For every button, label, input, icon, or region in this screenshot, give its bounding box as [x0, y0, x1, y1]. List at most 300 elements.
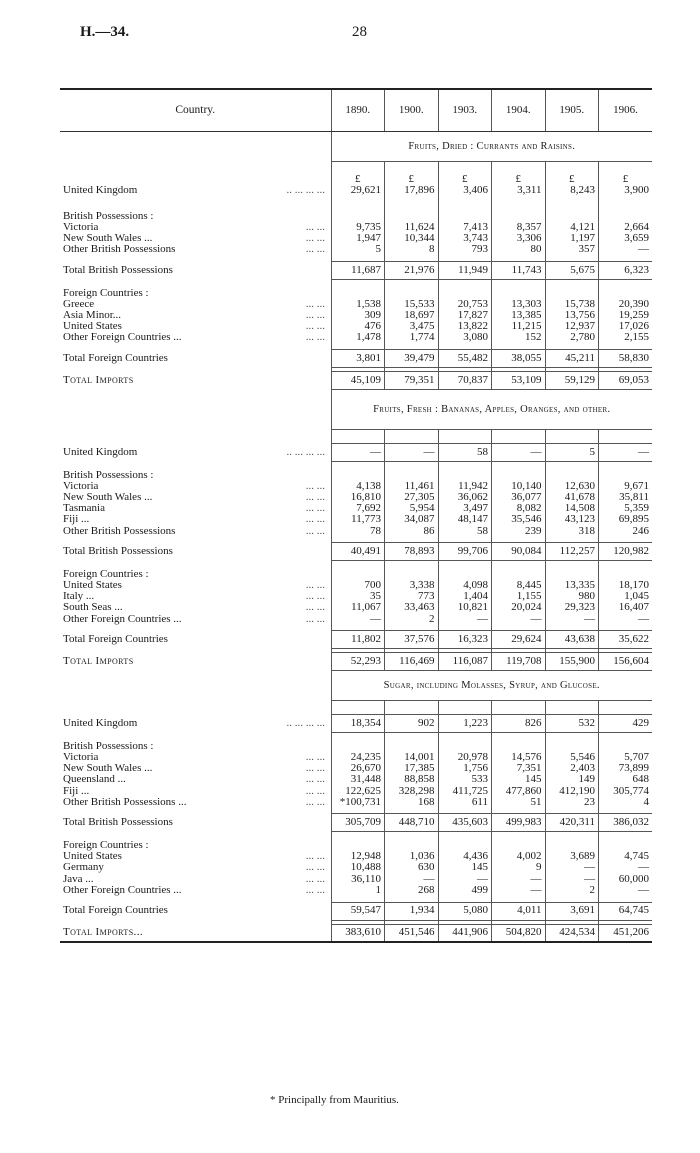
row-label — [60, 233, 331, 244]
spacer-row — [60, 561, 652, 569]
value-cell: 145 — [438, 862, 492, 873]
value-cell: 12,937 — [545, 321, 599, 332]
value-cell: 19,259 — [599, 310, 653, 321]
value-cell: 12,948 — [331, 851, 385, 862]
empty-cell — [599, 462, 653, 470]
empty-cell — [385, 733, 439, 741]
value-cell: 1,045 — [599, 591, 653, 602]
row-label — [60, 222, 331, 233]
value-cell: 35,546 — [492, 514, 546, 525]
leader-dots: ... ... — [305, 491, 325, 503]
empty-cell — [599, 561, 653, 569]
row-label — [60, 299, 331, 310]
value-cell: 69,895 — [599, 514, 653, 525]
value-cell: 43,638 — [545, 631, 599, 649]
value-cell: 120,982 — [599, 543, 653, 561]
value-cell: — — [599, 244, 653, 255]
empty-cell — [331, 733, 385, 741]
year-column-header: 1905. — [545, 89, 599, 131]
row-label-text: Victoria — [63, 751, 99, 763]
value-cell: 11,773 — [331, 514, 385, 525]
rule-cell — [60, 942, 331, 944]
value-cell: 20,978 — [438, 752, 492, 763]
empty-cell — [492, 701, 546, 715]
year-column-header: 1906. — [599, 89, 653, 131]
group-heading: British Possessions : — [63, 740, 154, 752]
leader-dots: ... ... — [305, 862, 325, 874]
value-cell: 477,860 — [492, 786, 546, 797]
value-cell: 34,087 — [385, 514, 439, 525]
row-label-text: Fiji ... — [63, 514, 90, 526]
page-header — [80, 24, 640, 44]
value-cell: 5 — [331, 244, 385, 255]
value-cell: 6,323 — [599, 262, 653, 280]
currency-mark: £ — [599, 161, 653, 185]
leader-dots: ... ... — [305, 796, 325, 808]
value-cell: 20,024 — [492, 602, 546, 613]
value-cell: 5,707 — [599, 752, 653, 763]
value-cell: — — [599, 862, 653, 873]
page-number: 28 — [352, 24, 367, 40]
value-cell: 700 — [331, 580, 385, 591]
group-heading: British Possessions : — [63, 210, 154, 222]
row-label-text: Victoria — [63, 480, 99, 492]
value-cell: 13,303 — [492, 299, 546, 310]
value-cell: 168 — [385, 797, 439, 808]
value-cell: 1,478 — [331, 332, 385, 343]
empty-cell — [385, 430, 439, 444]
value-cell: 451,546 — [385, 924, 439, 942]
value-cell: 36,062 — [438, 492, 492, 503]
value-cell: 2 — [545, 885, 599, 896]
year-column-header: 1903. — [438, 89, 492, 131]
value-cell: 35 — [331, 591, 385, 602]
value-cell: 305,709 — [331, 814, 385, 832]
total-row — [60, 814, 652, 832]
row-label-wrap — [63, 763, 325, 774]
currency-mark: £ — [331, 161, 385, 185]
value-cell: 441,906 — [438, 924, 492, 942]
empty-cell — [385, 832, 439, 840]
table-row — [60, 885, 652, 896]
leader-dots: ... ... — [305, 332, 325, 344]
table-row — [60, 185, 652, 203]
rule-cell — [599, 942, 653, 944]
row-label — [60, 492, 331, 503]
table-row — [60, 715, 652, 733]
row-label-text: United Kingdom — [63, 445, 138, 458]
row-label-wrap — [63, 244, 325, 255]
value-cell: 18,697 — [385, 310, 439, 321]
currency-mark: £ — [492, 161, 546, 185]
empty-cell — [331, 430, 385, 444]
value-cell: 122,625 — [331, 786, 385, 797]
row-label-text: Queensland ... — [63, 774, 126, 786]
value-cell: 424,534 — [545, 924, 599, 942]
row-label — [60, 797, 331, 808]
value-cell: 116,469 — [385, 653, 439, 671]
empty-cell — [492, 733, 546, 741]
table-row — [60, 580, 652, 591]
leader-dots: ... ... — [305, 244, 325, 256]
value-cell: — — [545, 874, 599, 885]
value-cell: 26,670 — [331, 763, 385, 774]
value-cell: 24,235 — [331, 752, 385, 763]
group-heading: Foreign Countries : — [63, 568, 149, 580]
value-cell: 980 — [545, 591, 599, 602]
value-cell: 11,942 — [438, 481, 492, 492]
value-cell: 1,756 — [438, 763, 492, 774]
empty-cell — [599, 832, 653, 840]
value-cell: 1,538 — [331, 299, 385, 310]
total-row — [60, 902, 652, 920]
value-cell: 435,603 — [438, 814, 492, 832]
value-cell: 38,055 — [492, 350, 546, 368]
value-cell: 5,954 — [385, 503, 439, 514]
rule-cell — [331, 942, 385, 944]
table-row — [60, 614, 652, 625]
value-cell: 80 — [492, 244, 546, 255]
spacer-row — [60, 733, 652, 741]
empty-cell — [492, 203, 546, 211]
value-cell: 7,351 — [492, 763, 546, 774]
row-label-text: Germany — [63, 862, 104, 874]
table-row — [60, 332, 652, 343]
empty-cell — [438, 733, 492, 741]
leader-dots: ... ... — [305, 221, 325, 233]
value-cell: *100,731 — [331, 797, 385, 808]
empty-cell — [438, 430, 492, 444]
value-cell: 8 — [385, 244, 439, 255]
value-cell: 4,138 — [331, 481, 385, 492]
leader-dots: ... ... — [305, 233, 325, 245]
row-label-text: Italy ... — [63, 591, 95, 603]
value-cell: 86 — [385, 526, 439, 537]
row-label — [60, 321, 331, 332]
value-cell: 14,001 — [385, 752, 439, 763]
value-cell: 1,934 — [385, 902, 439, 920]
row-label-text: United States — [63, 321, 122, 333]
value-cell: 4,098 — [438, 580, 492, 591]
spacer-cell — [60, 832, 331, 840]
spacer-row — [60, 203, 652, 211]
group-heading-row — [60, 569, 652, 580]
value-cell: 48,147 — [438, 514, 492, 525]
row-label-text: Tasmania — [63, 503, 105, 515]
value-cell: 3,689 — [545, 851, 599, 862]
value-cell: — — [438, 614, 492, 625]
value-cell: 499 — [438, 885, 492, 896]
spacer-cell — [60, 430, 331, 444]
row-label-wrap — [63, 526, 325, 537]
spacer-row — [60, 701, 652, 715]
empty-cell — [545, 462, 599, 470]
value-cell: — — [438, 874, 492, 885]
value-cell: 9 — [492, 862, 546, 873]
table-row — [60, 874, 652, 885]
total-label: Total British Possessions — [63, 263, 173, 276]
value-cell: 40,491 — [331, 543, 385, 561]
value-cell: 3,306 — [492, 233, 546, 244]
value-cell: 11,743 — [492, 262, 546, 280]
value-cell: 73,899 — [599, 763, 653, 774]
leader-dots: ... ... — [305, 602, 325, 614]
leader-dots: ... ... — [305, 298, 325, 310]
empty-cell — [545, 701, 599, 715]
value-cell: 59,547 — [331, 902, 385, 920]
value-cell: 52,293 — [331, 653, 385, 671]
value-cell: 11,067 — [331, 602, 385, 613]
spacer-cell — [60, 390, 331, 430]
leader-dots: ... ... — [305, 309, 325, 321]
value-cell: 13,822 — [438, 321, 492, 332]
value-cell: 3,406 — [438, 185, 492, 203]
value-cell: 55,482 — [438, 350, 492, 368]
leader-dots: .. ... ... ... — [286, 184, 325, 196]
group-heading: Foreign Countries : — [63, 839, 149, 851]
currency-mark: £ — [385, 161, 439, 185]
section-title-row — [60, 131, 652, 161]
value-cell: 8,243 — [545, 185, 599, 203]
row-label-text: United Kingdom — [63, 717, 138, 730]
bottom-rule-row — [60, 942, 652, 944]
empty-cell — [599, 280, 653, 288]
empty-cell — [545, 280, 599, 288]
value-cell: 7,413 — [438, 222, 492, 233]
value-cell: 78,893 — [385, 543, 439, 561]
value-cell: — — [331, 614, 385, 625]
row-label-wrap — [63, 321, 325, 332]
value-cell: 2,403 — [545, 763, 599, 774]
row-label-text: United States — [63, 851, 122, 863]
value-cell: 31,448 — [331, 774, 385, 785]
value-cell: — — [545, 614, 599, 625]
row-label — [60, 874, 331, 885]
table-row — [60, 797, 652, 808]
value-cell: 16,323 — [438, 631, 492, 649]
row-label-text: Asia Minor... — [63, 309, 122, 321]
row-label-text: South Seas ... — [63, 602, 123, 614]
value-cell: 58 — [438, 526, 492, 537]
leader-dots: ... ... — [305, 873, 325, 885]
value-cell: 18,170 — [599, 580, 653, 591]
rule-cell — [385, 942, 439, 944]
value-cell: 357 — [545, 244, 599, 255]
spacer-cell — [60, 733, 331, 741]
value-cell: 14,576 — [492, 752, 546, 763]
value-cell: 1,404 — [438, 591, 492, 602]
row-label — [60, 786, 331, 797]
footnote: * Principally from Mauritius. — [270, 1094, 399, 1106]
row-label-wrap — [63, 885, 325, 896]
value-cell: 3,497 — [438, 503, 492, 514]
value-cell: 2,780 — [545, 332, 599, 343]
empty-cell — [385, 701, 439, 715]
value-cell: 45,211 — [545, 350, 599, 368]
value-cell: 14,508 — [545, 503, 599, 514]
value-cell: 411,725 — [438, 786, 492, 797]
value-cell: 116,087 — [438, 653, 492, 671]
table-row — [60, 444, 652, 462]
row-label — [60, 526, 331, 537]
leader-dots: ... ... — [305, 785, 325, 797]
value-cell: 5 — [545, 444, 599, 462]
value-cell: 43,123 — [545, 514, 599, 525]
row-label-text: Fiji ... — [63, 785, 90, 797]
year-column-header: 1904. — [492, 89, 546, 131]
value-cell: 36,077 — [492, 492, 546, 503]
total-label: Total Foreign Countries — [63, 904, 168, 917]
value-cell: 412,190 — [545, 786, 599, 797]
row-label — [60, 763, 331, 774]
leader-dots: ... ... — [305, 751, 325, 763]
value-cell: — — [331, 444, 385, 462]
spacer-cell — [60, 701, 331, 715]
empty-cell — [545, 561, 599, 569]
value-cell: 8,445 — [492, 580, 546, 591]
row-label-wrap — [63, 718, 325, 729]
value-cell: 11,802 — [331, 631, 385, 649]
row-label-text: United Kingdom — [63, 184, 138, 196]
value-cell: 4,436 — [438, 851, 492, 862]
value-cell: 17,026 — [599, 321, 653, 332]
row-label-wrap — [63, 862, 325, 873]
value-cell: 152 — [492, 332, 546, 343]
value-cell: 3,743 — [438, 233, 492, 244]
value-cell: 35,811 — [599, 492, 653, 503]
empty-cell — [385, 280, 439, 288]
imports-table — [60, 88, 652, 944]
value-cell: 246 — [599, 526, 653, 537]
value-cell: 119,708 — [492, 653, 546, 671]
value-cell: 99,706 — [438, 543, 492, 561]
table-header-row — [60, 89, 652, 131]
row-label-wrap — [63, 299, 325, 310]
value-cell: 4 — [599, 797, 653, 808]
value-cell: 35,622 — [599, 631, 653, 649]
value-cell: 3,475 — [385, 321, 439, 332]
grand-total-row — [60, 372, 652, 390]
value-cell: 13,335 — [545, 580, 599, 591]
empty-cell — [545, 832, 599, 840]
value-cell: 13,385 — [492, 310, 546, 321]
value-cell: 45,109 — [331, 372, 385, 390]
row-label — [60, 715, 331, 733]
spacer-cell — [60, 161, 331, 185]
section-title-row — [60, 390, 652, 430]
row-label-text: Java ... — [63, 873, 94, 885]
empty-cell — [331, 832, 385, 840]
value-cell: 1,036 — [385, 851, 439, 862]
leader-dots: ... ... — [305, 851, 325, 863]
value-cell: — — [492, 614, 546, 625]
leader-dots: ... ... — [305, 514, 325, 526]
row-label-wrap — [63, 503, 325, 514]
empty-cell — [492, 561, 546, 569]
row-label-wrap — [63, 514, 325, 525]
value-cell: 3,080 — [438, 332, 492, 343]
value-cell: 29,323 — [545, 602, 599, 613]
value-cell: 64,745 — [599, 902, 653, 920]
group-heading: British Possessions : — [63, 469, 154, 481]
table-row — [60, 514, 652, 525]
value-cell: 78 — [331, 526, 385, 537]
row-label — [60, 185, 331, 203]
value-cell: 23 — [545, 797, 599, 808]
empty-cell — [385, 203, 439, 211]
value-cell: 476 — [331, 321, 385, 332]
value-cell: 88,858 — [385, 774, 439, 785]
value-cell: 36,110 — [331, 874, 385, 885]
value-cell: 611 — [438, 797, 492, 808]
rule-cell — [492, 942, 546, 944]
empty-cell — [331, 701, 385, 715]
total-label: Total Foreign Countries — [63, 351, 168, 364]
value-cell: 9,671 — [599, 481, 653, 492]
spacer-cell — [60, 671, 331, 701]
row-label — [60, 752, 331, 763]
value-cell: 3,338 — [385, 580, 439, 591]
row-label-wrap — [63, 447, 325, 458]
value-cell: 51 — [492, 797, 546, 808]
empty-cell — [331, 561, 385, 569]
row-label-wrap — [63, 233, 325, 244]
value-cell: 20,390 — [599, 299, 653, 310]
row-label — [60, 774, 331, 785]
row-label-text: Other Foreign Countries ... — [63, 884, 182, 896]
empty-cell — [545, 430, 599, 444]
value-cell: 8,357 — [492, 222, 546, 233]
section-title-row — [60, 671, 652, 701]
total-row — [60, 631, 652, 649]
spacer-row — [60, 832, 652, 840]
value-cell: 27,305 — [385, 492, 439, 503]
value-cell: 17,827 — [438, 310, 492, 321]
empty-cell — [545, 733, 599, 741]
value-cell: 4,002 — [492, 851, 546, 862]
value-cell: 39,479 — [385, 350, 439, 368]
value-cell: 10,344 — [385, 233, 439, 244]
value-cell: 17,385 — [385, 763, 439, 774]
value-cell: 451,206 — [599, 924, 653, 942]
value-cell: 305,774 — [599, 786, 653, 797]
value-cell: 60,000 — [599, 874, 653, 885]
value-cell: 90,084 — [492, 543, 546, 561]
value-cell: 4,121 — [545, 222, 599, 233]
value-cell: 41,678 — [545, 492, 599, 503]
table-row — [60, 774, 652, 785]
row-label — [60, 503, 331, 514]
row-label — [60, 481, 331, 492]
spacer-cell — [60, 280, 331, 288]
row-label-wrap — [63, 580, 325, 591]
row-label-wrap — [63, 851, 325, 862]
total-row — [60, 350, 652, 368]
row-label — [60, 444, 331, 462]
value-cell: 826 — [492, 715, 546, 733]
value-cell: 33,463 — [385, 602, 439, 613]
row-label-text: Other Foreign Countries ... — [63, 332, 182, 344]
grand-total-label: Total Imports — [63, 373, 134, 386]
value-cell: 37,576 — [385, 631, 439, 649]
table-row — [60, 526, 652, 537]
total-row — [60, 543, 652, 561]
empty-cell — [438, 701, 492, 715]
empty-cell — [545, 203, 599, 211]
spacer-cell — [60, 462, 331, 470]
value-cell: 69,053 — [599, 372, 653, 390]
value-cell: 29,624 — [492, 631, 546, 649]
